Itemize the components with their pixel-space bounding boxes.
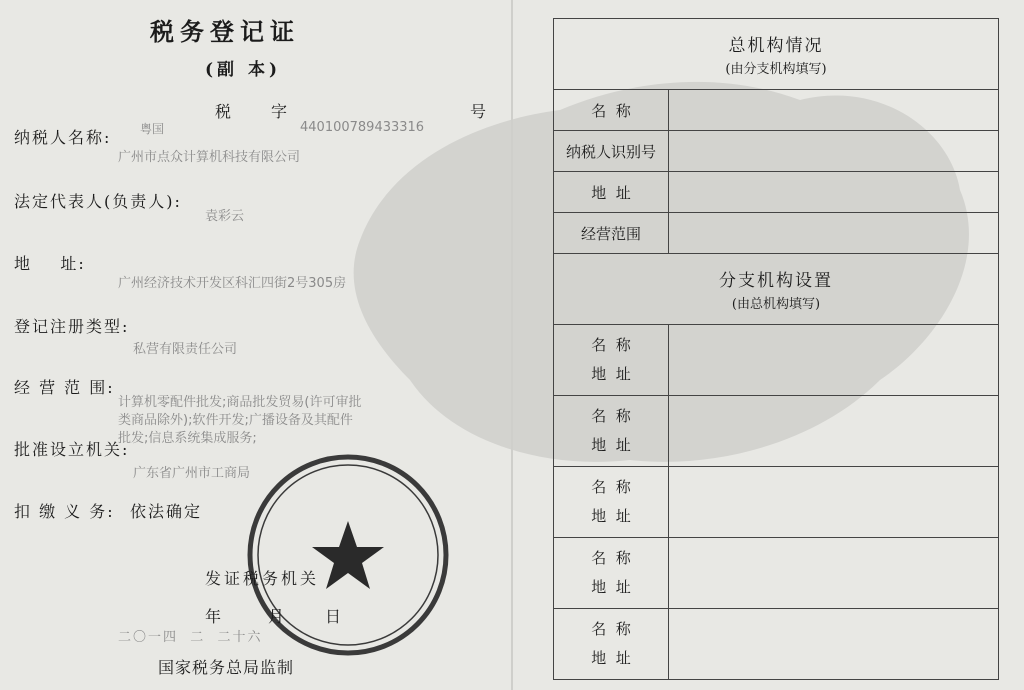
taxpayer-id-label-cell: 纳税人识别号 <box>554 131 669 172</box>
address-value-cell[interactable] <box>669 172 999 213</box>
right-page-form <box>553 18 999 680</box>
name-value-cell[interactable] <box>669 90 999 131</box>
scope-line-1: 计算机零配件批发;商品批发贸易(许可审批 <box>118 395 362 410</box>
reg-type-value: 私营有限责任公司 <box>133 342 238 357</box>
withhold-label: 扣 缴 义 务: <box>14 502 115 521</box>
name-label-cell: 名 称 <box>554 90 669 131</box>
tax-prefix-value: 粤国 <box>140 122 165 136</box>
branch-3-value-cell[interactable] <box>669 467 999 538</box>
day-label: 日 <box>325 607 342 626</box>
branch-1-labels: 名 称 地 址 <box>554 325 669 396</box>
taxpayer-name-label: 纳税人名称: <box>14 128 112 147</box>
address-label: 地 址: <box>14 254 86 273</box>
branch-header <box>554 254 999 325</box>
withhold-value: 依法确定 <box>130 502 203 521</box>
address-value: 广州经济技术开发区科汇四街2号305房 <box>118 276 347 291</box>
taxpayer-name-value: 广州市点众计算机科技有限公司 <box>118 150 301 165</box>
head-office-title: 总机构情况 <box>728 36 824 56</box>
branch-4-labels: 名 称 地 址 <box>554 538 669 609</box>
taxpayer-id-value-cell[interactable] <box>669 131 999 172</box>
year-label: 年 <box>205 607 222 626</box>
scope-value-cell[interactable] <box>669 213 999 254</box>
issuing-authority-label: 发证税务机关 <box>205 569 320 588</box>
head-office-note: (由分支机构填写) <box>725 62 827 77</box>
certificate-subtitle: (副 本) <box>205 60 282 80</box>
branch-4-value-cell[interactable] <box>669 538 999 609</box>
branch-title: 分支机构设置 <box>719 271 833 291</box>
branch-5-labels: 名 称 地 址 <box>554 609 669 680</box>
issue-date-value: 二〇一四 二 二十六 <box>118 630 263 645</box>
branch-5-value-cell[interactable] <box>669 609 999 680</box>
branch-1-value-cell[interactable] <box>669 325 999 396</box>
reg-type-label: 登记注册类型: <box>14 317 130 336</box>
branch-table <box>553 18 999 680</box>
approval-label: 批准设立机关: <box>14 440 130 459</box>
branch-2-value-cell[interactable] <box>669 396 999 467</box>
legal-rep-label: 法定代表人(负责人): <box>14 192 182 211</box>
tax-char-label: 税字 <box>215 102 328 121</box>
supervisor-footer: 国家税务总局监制 <box>158 658 295 677</box>
legal-rep-value: 袁彩云 <box>205 209 245 224</box>
number-char-label: 号 <box>470 102 487 121</box>
scope-line-2: 类商品除外);软件开发;广播设备及其配件 <box>118 413 353 428</box>
official-seal <box>246 453 451 658</box>
certificate-title: 税务登记证 <box>150 17 300 46</box>
approval-value: 广东省广州市工商局 <box>133 466 251 481</box>
branch-2-labels: 名 称 地 址 <box>554 396 669 467</box>
scope-label-cell: 经营范围 <box>554 213 669 254</box>
branch-note: (由总机构填写) <box>731 297 821 312</box>
branch-3-labels: 名 称 地 址 <box>554 467 669 538</box>
tax-number-value: 440100789433316 <box>300 120 425 135</box>
scope-line-3: 批发;信息系统集成服务; <box>118 431 257 446</box>
month-label: 月 <box>268 607 285 626</box>
head-office-header <box>554 19 999 90</box>
address-label-cell: 地 址 <box>554 172 669 213</box>
scope-label: 经 营 范 围: <box>14 378 115 397</box>
